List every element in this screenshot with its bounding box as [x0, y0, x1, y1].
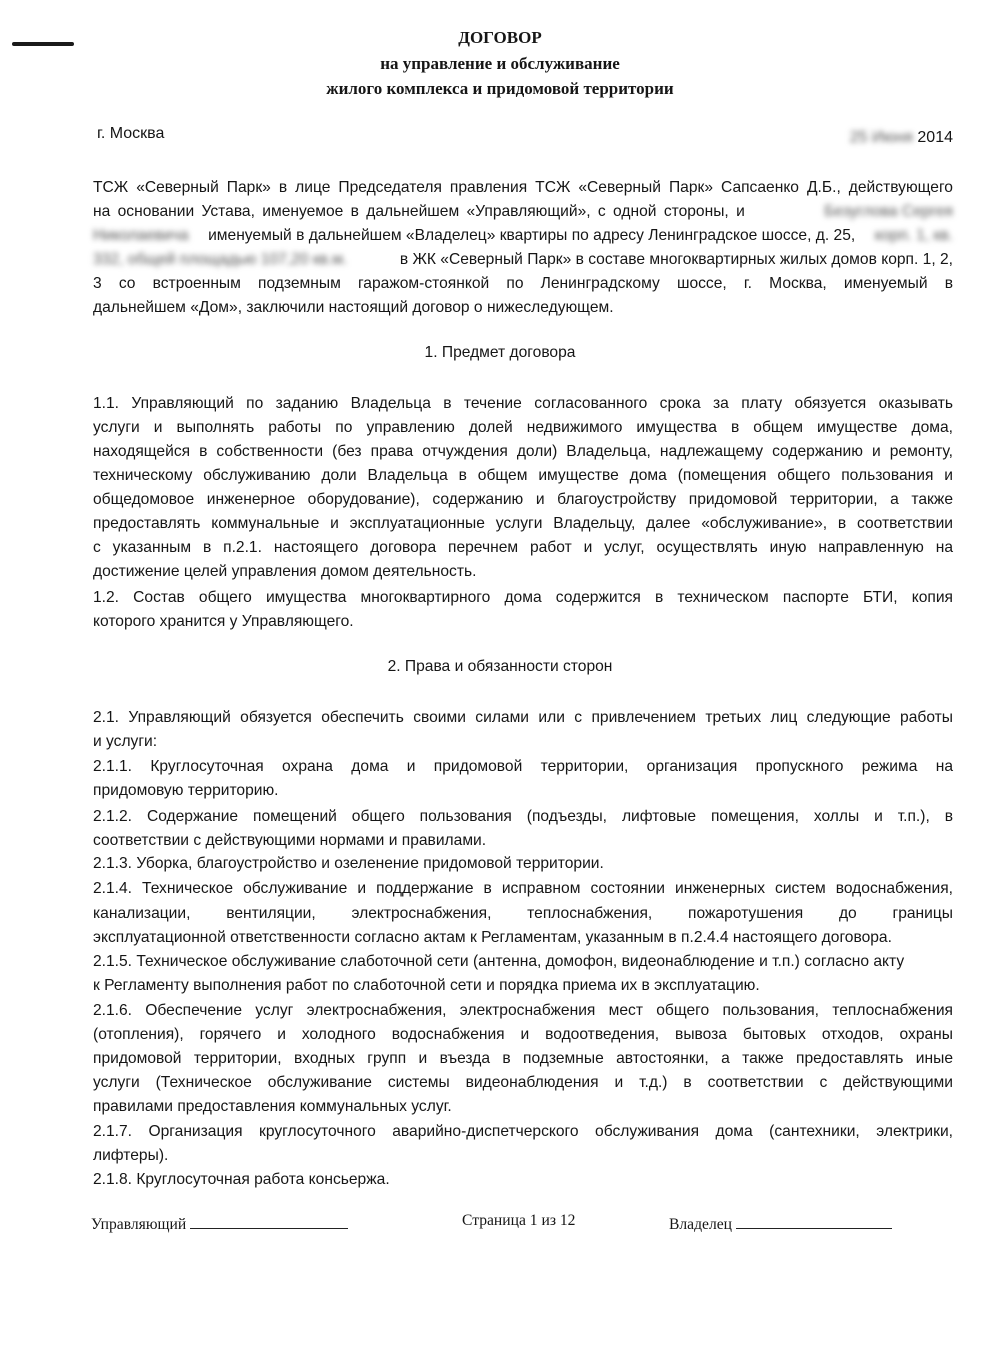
blurred-address: корп. 1, кв.	[874, 227, 953, 244]
paragraph-line: лифтеры).	[93, 1147, 169, 1164]
blurred-patronymic: Николаевича	[93, 227, 189, 244]
intro-line-6: дальнейшем «Дом», заключили настоящий договор о нижеследующем.	[93, 299, 614, 316]
date-blurred: 25 Июня	[849, 129, 913, 146]
manager-label: Управляющий	[91, 1216, 187, 1233]
paragraph-line: с указанным в п.2.1. настоящего договора перечнем работ и услуг, осуществлять иную направленную на	[93, 539, 953, 556]
paragraph-line: 1.1. Управляющий по заданию Владельца в течение согласованного срока за плату обязуется оказывать	[93, 395, 953, 412]
paragraph-line: к Регламенту выполнения работ по слаботочной сети и порядка приема их в эксплуатацию.	[93, 977, 760, 994]
paragraph-line: 2.1.4. Техническое обслуживание и поддержание в исправном состоянии инженерных систем водоснабжения,	[93, 880, 953, 897]
paragraph-line: предоставлять коммунальные и эксплуатационные услуги Владельцу, далее «обслуживание», в соответствии	[93, 515, 953, 532]
date-year: 2014	[917, 129, 953, 146]
paragraph-line: общедомовое инженерное оборудование), содержанию и благоустройству придомовой территории, а также	[93, 491, 953, 508]
manager-signature	[91, 1212, 348, 1234]
paragraph-line: достижение целей управления домом деятельность.	[93, 563, 477, 580]
paragraph-line: канализации, вентиляции, электроснабжения, теплоснабжения, пожаротушения до границы	[93, 905, 953, 922]
doc-title: ДОГОВОР	[458, 28, 542, 47]
blurred-area: 332, общей площадью 107,20 кв.м.	[93, 251, 348, 268]
paragraph-line: 2.1.1. Круглосуточная охрана дома и придомовой территории, организация пропускного режима на	[93, 758, 953, 775]
paragraph-line: (отопления), горячего и холодного водоснабжения и водоотведения, вывоза бытовых отходов, охраны	[93, 1026, 953, 1043]
paragraph-line: техническому обслуживанию доли Владельца в общем имуществе дома (помещения общего пользования и	[93, 467, 953, 484]
owner-signature	[669, 1212, 892, 1234]
paragraph-line: соответствии с действующими нормами и правилами.	[93, 832, 487, 849]
doc-subtitle-2: жилого комплекса и придомовой территории	[326, 79, 674, 98]
paragraph-line: 2.1.2. Содержание помещений общего пользования (подъезды, лифтовые помещения, холлы и т.п.), в	[93, 808, 953, 825]
paragraph-line: находящейся в собственности (без права отчуждения доли) Владельца, надлежащему содержанию и ремонту,	[93, 443, 953, 460]
paragraph-line: правилами предоставления коммунальных услуг.	[93, 1098, 452, 1115]
paragraph-line: услуги и выполнять работы по управлению долей недвижимого имущества в общем имуществе дома,	[93, 419, 953, 436]
paragraph-line: 2.1.3. Уборка, благоустройство и озеленение придомовой территории.	[93, 855, 604, 872]
section-1-title: 1. Предмет договора	[424, 344, 576, 361]
intro-text: в ЖК «Северный Парк» в составе многоквартирных жилых домов корп. 1, 2,	[399, 251, 953, 268]
paragraph-line: 2.1. Управляющий обязуется обеспечить своими силами или с привлечением третьих лиц следующие работы	[93, 709, 953, 726]
paragraph-line: 2.1.7. Организация круглосуточного аварийно-диспетчерского обслуживания дома (сантехники, электрики,	[93, 1123, 953, 1140]
paragraph-line: 2.1.6. Обеспечение услуг электроснабжения, электроснабжения мест общего пользования, теплоснабжения	[93, 1002, 953, 1019]
section-2-title: 2. Права и обязанности сторон	[387, 658, 613, 675]
intro-text: именуемый в дальнейшем «Владелец» квартиры по адресу Ленинградское шоссе, д. 25,	[208, 227, 856, 244]
manager-signature-line	[190, 1212, 348, 1229]
intro-line-5: 3 со встроенным подземным гаражом-стоянкой по Ленинградскому шоссе, г. Москва, именуемый в	[93, 275, 953, 292]
page-number: Страница 1 из 12	[462, 1212, 576, 1229]
paragraph-line: эксплуатационной ответственности согласно актам к Регламентам, указанным в п.2.4.4 настоящего договора.	[93, 929, 892, 946]
paragraph-line: придомовую территорию.	[93, 782, 279, 799]
city: г. Москва	[97, 125, 165, 142]
blurred-name: Безуглова Сергея	[824, 203, 953, 220]
paragraph-line: и услуги:	[93, 733, 158, 750]
paragraph-line: которого хранится у Управляющего.	[93, 613, 354, 630]
intro-line-1: ТСЖ «Северный Парк» в лице Председателя правления ТСЖ «Северный Парк» Сапсаенко Д.Б., действующего	[93, 179, 953, 196]
paragraph-line: услуги (Техническое обслуживание системы видеонаблюдения и т.д.) в соответствии с действующими	[93, 1074, 953, 1091]
intro-line-4	[93, 248, 953, 272]
owner-label: Владелец	[669, 1216, 733, 1233]
intro-line-2	[93, 200, 953, 224]
intro-line-3	[93, 224, 953, 248]
paragraph-line: 2.1.8. Круглосуточная работа консьержа.	[93, 1171, 390, 1188]
doc-subtitle-1: на управление и обслуживание	[380, 54, 620, 73]
intro-text: на основании Устава, именуемое в дальнейшем «Управляющий», с одной стороны, и	[93, 203, 745, 220]
date	[850, 129, 953, 147]
owner-signature-line	[736, 1212, 892, 1229]
paragraph-line: придомовой территории, входных групп и въезда в подземные автостоянки, а также предоставлять иные	[93, 1050, 953, 1067]
paragraph-line: 2.1.5. Техническое обслуживание слаботочной сети (антенна, домофон, видеонаблюдение и т.п.) согласно акту	[93, 953, 905, 970]
paragraph-line: 1.2. Состав общего имущества многоквартирного дома содержится в техническом паспорте БТИ, копия	[93, 589, 953, 606]
